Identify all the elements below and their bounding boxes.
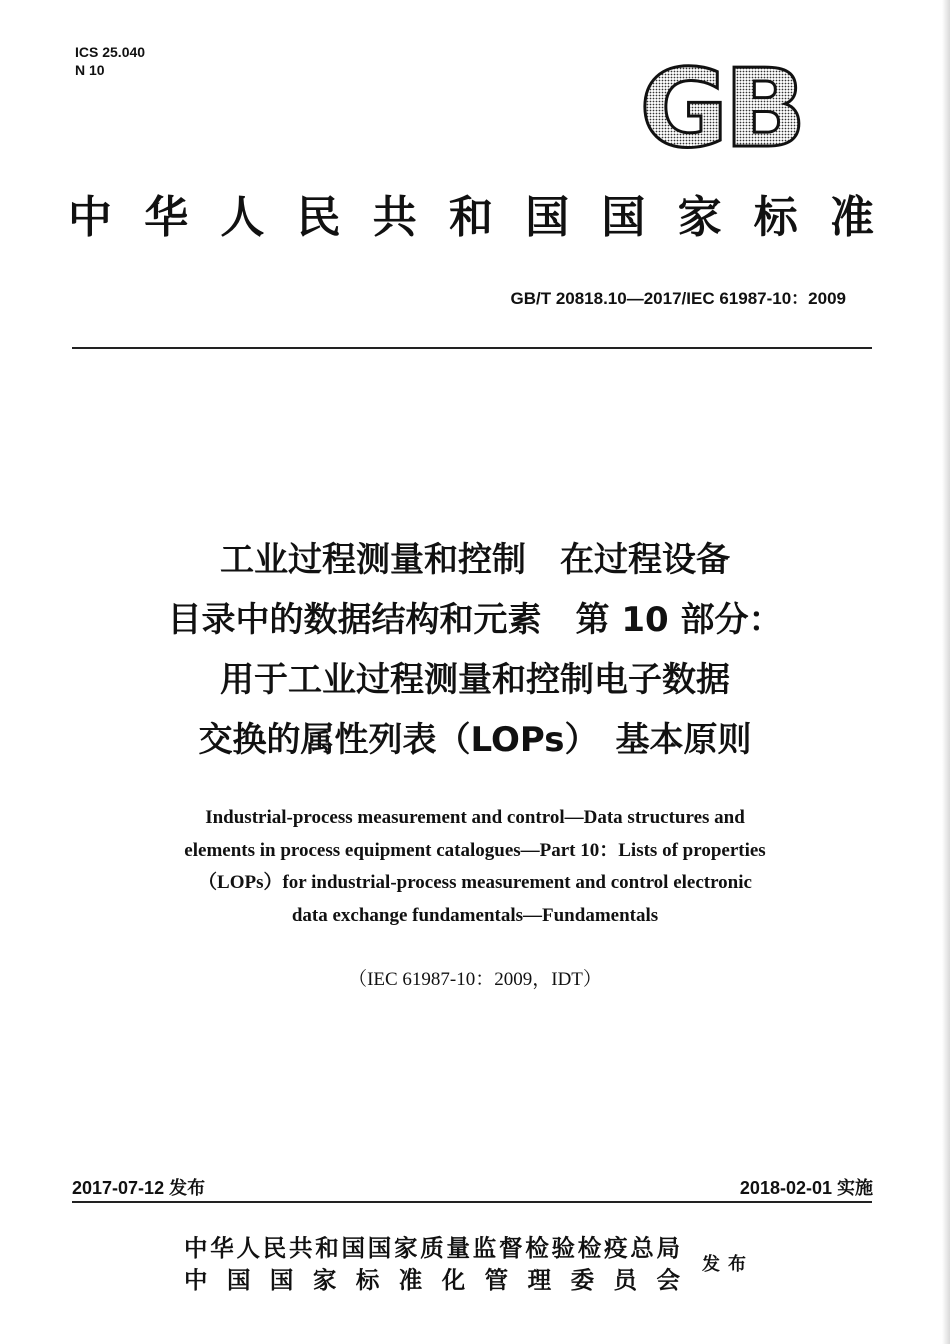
gb-logo-letters: GB [639, 58, 803, 158]
issuer-sac: 中国国家标准化管理委员会 [184, 1266, 680, 1294]
implement-date: 2018-02-01 实施 [739, 1178, 873, 1198]
ccs-code: N 10 [75, 62, 105, 78]
footer-divider [72, 1201, 872, 1203]
chinese-title-line: 交换的属性列表（LOPs） 基本原则 [198, 720, 752, 760]
english-title-line: （LOPs）for industrial-process measurement and control electronic [198, 872, 752, 893]
issued-by-label: 发布 [702, 1254, 754, 1275]
ics-code: ICS 25.040 [75, 44, 146, 60]
gb-logo [625, 58, 817, 158]
publish-date: 2017-07-12 发布 [72, 1178, 206, 1198]
classification-codes [75, 43, 145, 79]
chinese-title-line: 目录中的数据结构和元素 第 10 部分： [167, 600, 783, 640]
chinese-title [60, 530, 890, 770]
header-divider [72, 347, 872, 349]
page-edge-shadow [942, 0, 950, 1344]
chinese-title-line: 用于工业过程测量和控制电子数据 [220, 660, 730, 700]
english-title-line: elements in process equipment catalogues—Part 10：Lists of properties [184, 839, 766, 861]
iec-equivalence: （IEC 61987-10：2009，IDT） [348, 969, 602, 990]
english-title-line: data exchange fundamentals—Fundamentals [291, 904, 659, 926]
chinese-title-line: 工业过程测量和控制 在过程设备 [220, 540, 730, 580]
english-title-line: Industrial-process measurement and control—Data structures and [205, 807, 745, 828]
standard-number: GB/T 20818.10—2017/IEC 61987-10：2009 [510, 289, 846, 308]
english-title [60, 802, 890, 932]
issuer-aqsiq: 中华人民共和国国家质量监督检验检疫总局 [184, 1234, 680, 1262]
page-main-title: 中华人民共和国国家标准 [68, 192, 876, 243]
